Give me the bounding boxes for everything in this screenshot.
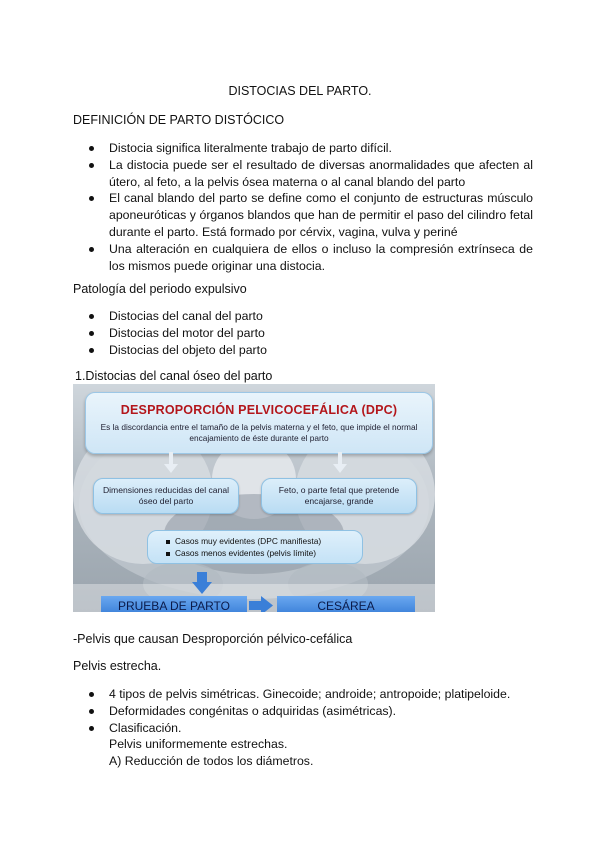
- pathology-list: [73, 308, 533, 358]
- list-item: Distocia significa literalmente trabajo de parto difícil.: [73, 140, 533, 157]
- bullet-icon: [89, 709, 94, 714]
- list-item: Deformidades congénitas o adquiridas (asimétricas).: [73, 703, 533, 720]
- case-item: Casos menos evidentes (pelvis límite): [166, 547, 362, 559]
- list-item: Una alteración en cualquiera de ellos o incluso la compresión extrínseca de los mismos puede originar una distocia.: [73, 241, 533, 275]
- document-title: DISTOCIAS DEL PARTO.: [228, 84, 372, 98]
- list-item: Distocias del objeto del parto: [73, 342, 533, 359]
- bullet-icon: [89, 692, 94, 697]
- reduced-canal-box: Dimensiones reducidas del canal óseo del parto: [93, 478, 239, 514]
- dpc-definition-box: [85, 392, 433, 454]
- narrow-pelvis-heading: Pelvis estrecha.: [73, 659, 162, 673]
- cesarean-bar: CESÁREA: [277, 596, 415, 612]
- dpc-description: Es la discordancia entre el tamaño de la pelvis materna y el feto, que impide el normal encajamiento de éste durante el parto: [100, 422, 418, 443]
- bullet-icon: [89, 331, 94, 336]
- bullet-icon: [89, 163, 94, 168]
- pelvis-list: [73, 686, 533, 770]
- section-heading-bony-canal: 1.Distocias del canal óseo del parto: [75, 369, 273, 383]
- arrow-down-icon: [164, 464, 178, 473]
- cases-box: [147, 530, 363, 564]
- section-heading-definition: DEFINICIÓN DE PARTO DISTÓCICO: [73, 113, 285, 127]
- list-item: Clasificación. Pelvis uniformemente estrechas. A) Reducción de todos los diámetros.: [73, 720, 533, 770]
- section-heading-pathology: Patología del periodo expulsivo: [73, 282, 247, 296]
- blue-arrow-right-icon: [249, 596, 273, 612]
- bullet-icon: [89, 314, 94, 319]
- list-item: Distocias del motor del parto: [73, 325, 533, 342]
- trial-of-labor-bar: PRUEBA DE PARTO: [101, 596, 247, 612]
- classification-line: Pelvis uniformemente estrechas.: [109, 737, 288, 752]
- definition-list: [73, 140, 533, 274]
- square-bullet-icon: [166, 540, 170, 544]
- bullet-icon: [89, 247, 94, 252]
- large-fetus-box: Feto, o parte fetal que pretende encajarse, grande: [261, 478, 417, 514]
- square-bullet-icon: [166, 552, 170, 556]
- dpc-heading: DESPROPORCIÓN PELVICOCEFÁLICA (DPC): [120, 403, 398, 417]
- arrow-stem-left: [169, 452, 173, 464]
- list-item: Distocias del canal del parto: [73, 308, 533, 325]
- bullet-icon: [89, 348, 94, 353]
- list-item: La distocia puede ser el resultado de diversas anormalidades que afecten al útero, al feto, a la pelvis ósea materna o al canal blando del parto: [73, 157, 533, 191]
- bullet-icon: [89, 726, 94, 731]
- arrow-down-icon: [333, 464, 347, 473]
- arrow-stem-right: [338, 452, 342, 464]
- list-item: El canal blando del parto se define como el conjunto de estructuras músculo aponeuróticas y órganos blandos que han de permitir el paso del cilindro fetal durante el parto. Está formado por cérvix, vagina, vulva y periné: [73, 190, 533, 240]
- list-item: 4 tipos de pelvis simétricas. Ginecoide; androide; antropoide; platipeloide.: [73, 686, 533, 703]
- case-item: Casos muy evidentes (DPC manifiesta): [166, 535, 362, 547]
- pelvis-dpc-line: -Pelvis que causan Desproporción pélvico-cefálica: [73, 632, 353, 646]
- bullet-icon: [89, 146, 94, 151]
- classification-line: A) Reducción de todos los diámetros.: [109, 754, 314, 769]
- blue-arrow-down-icon: [192, 572, 212, 594]
- dpc-figure: [73, 384, 435, 612]
- bullet-icon: [89, 196, 94, 201]
